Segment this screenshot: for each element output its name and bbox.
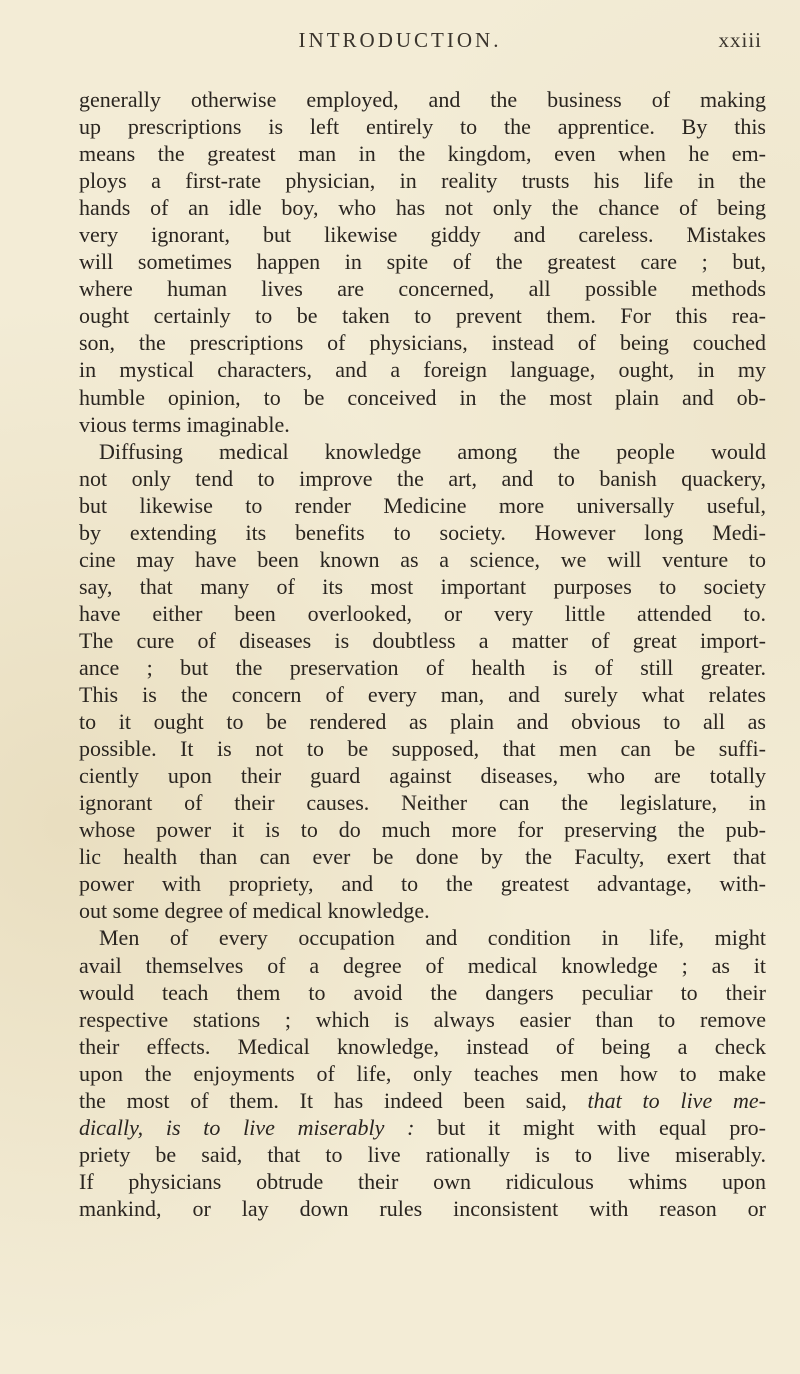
- text-line: upon the enjoyments of life, only teaches men how to make: [79, 1060, 766, 1086]
- text-line: would teach them to avoid the dangers peculiar to their: [79, 979, 766, 1005]
- text-line: by extending its benefits to society. However long Medi-: [79, 519, 766, 545]
- text-line: to it ought to be rendered as plain and obvious to all as: [79, 709, 766, 735]
- text-line: whose power it is to do much more for preserving the pub-: [79, 817, 766, 843]
- page-number: xxiii: [718, 28, 762, 52]
- text-line: their effects. Medical knowledge, instead of being a check: [79, 1033, 766, 1059]
- text-line: humble opinion, to be conceived in the most plain and ob-: [79, 384, 766, 410]
- text-line: ignorant of their causes. Neither can the legislature, in: [79, 790, 766, 816]
- body-text: [79, 86, 766, 1222]
- text-line: will sometimes happen in spite of the greatest care ; but,: [79, 249, 766, 275]
- text-line: have either been overlooked, or very little attended to.: [79, 600, 766, 626]
- text-line: but likewise to render Medicine more universally useful,: [79, 492, 766, 518]
- text-line: This is the concern of every man, and surely what relates: [79, 682, 766, 708]
- text-line: ance ; but the preservation of health is of still greater.: [79, 654, 766, 680]
- text-line: If physicians obtrude their own ridiculous whims upon: [79, 1168, 766, 1194]
- text-line: very ignorant, but likewise giddy and careless. Mistakes: [79, 222, 766, 248]
- text-line: Diffusing medical knowledge among the people would: [99, 438, 766, 464]
- running-head: [0, 28, 800, 58]
- text-line: means the greatest man in the kingdom, even when he em-: [79, 141, 766, 167]
- text-line: The cure of diseases is doubtless a matter of great import-: [79, 627, 766, 653]
- text-line: avail themselves of a degree of medical knowledge ; as it: [79, 952, 766, 978]
- text-line: vious terms imaginable.: [79, 411, 290, 437]
- text-line: up prescriptions is left entirely to the apprentice. By this: [79, 114, 766, 140]
- text-line: ploys a first-rate physician, in reality trusts his life in the: [79, 168, 766, 194]
- text-line: in mystical characters, and a foreign language, ought, in my: [79, 357, 766, 383]
- text-line: respective stations ; which is always easier than to remove: [79, 1006, 766, 1032]
- text-line: cine may have been known as a science, we will venture to: [79, 546, 766, 572]
- text-line: the most of them. It has indeed been said, that to live me-: [79, 1087, 766, 1113]
- running-title: INTRODUCTION.: [298, 28, 502, 52]
- text-line: hands of an idle boy, who has not only the chance of being: [79, 195, 766, 221]
- text-line: mankind, or lay down rules inconsistent with reason or: [79, 1195, 766, 1221]
- text-line: out some degree of medical knowledge.: [79, 898, 430, 924]
- text-line: say, that many of its most important purposes to society: [79, 573, 766, 599]
- text-line: ought certainly to be taken to prevent them. For this rea-: [79, 303, 766, 329]
- text-line: ciently upon their guard against diseases, who are totally: [79, 763, 766, 789]
- text-line: lic health than can ever be done by the Faculty, exert that: [79, 844, 766, 870]
- text-line: not only tend to improve the art, and to banish quackery,: [79, 465, 766, 491]
- text-line: Men of every occupation and condition in life, might: [99, 925, 766, 951]
- text-line: priety be said, that to live rationally is to live miserably.: [79, 1141, 766, 1167]
- text-line: generally otherwise employed, and the business of making: [79, 87, 766, 112]
- text-line: power with propriety, and to the greatest advantage, with-: [79, 871, 766, 897]
- text-line: dically, is to live miserably : but it might with equal pro-: [79, 1114, 766, 1140]
- text-line: where human lives are concerned, all possible methods: [79, 276, 766, 302]
- text-line: possible. It is not to be supposed, that men can be suffi-: [79, 736, 766, 762]
- text-line: son, the prescriptions of physicians, instead of being couched: [79, 330, 766, 356]
